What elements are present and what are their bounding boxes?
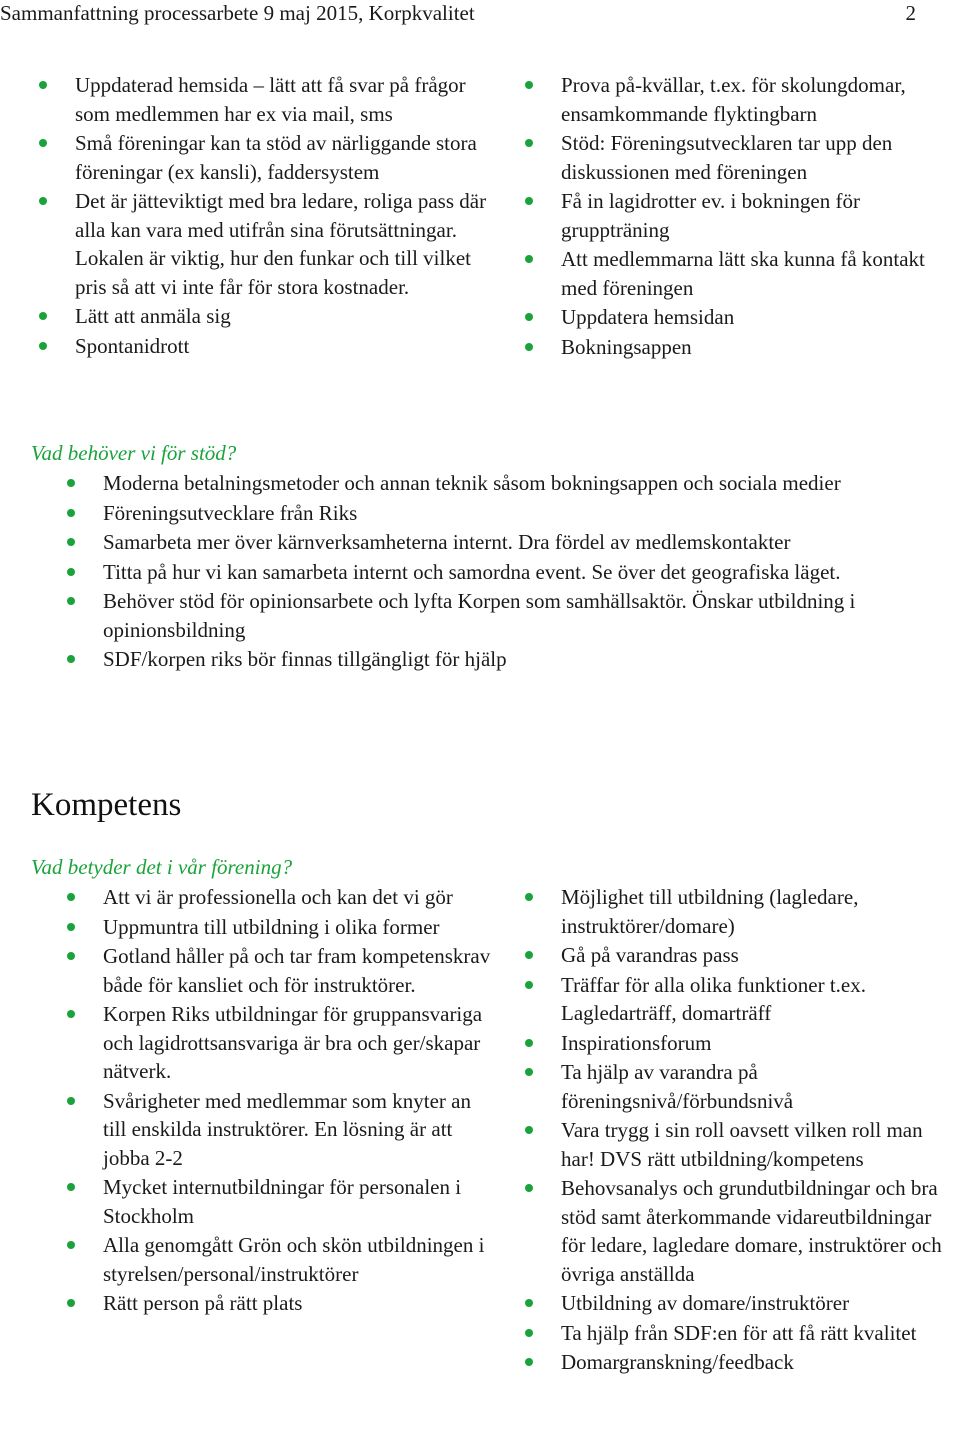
list-item: Små föreningar kan ta stöd av närliggande stora föreningar (ex kansli), faddersystem xyxy=(75,129,495,186)
kompetens-subheading: Vad betyder det i vår förening? xyxy=(31,855,293,879)
page-header xyxy=(0,0,930,28)
list-item: Stöd: Föreningsutvecklaren tar upp den diskussionen med föreningen xyxy=(561,129,960,186)
list-item: Gå på varandras pass xyxy=(561,941,953,970)
list-item: Spontanidrott xyxy=(75,332,495,361)
kompetens-right-list xyxy=(561,883,953,1377)
list-item: Få in lagidrotter ev. i bokningen för gruppträning xyxy=(561,187,960,244)
list-item: Utbildning av domare/instruktörer xyxy=(561,1289,953,1318)
list-item: SDF/korpen riks bör finnas tillgängligt för hjälp xyxy=(103,645,933,674)
list-item: Inspirationsforum xyxy=(561,1029,953,1058)
support-list xyxy=(103,469,933,674)
support-heading: Vad behöver vi för stöd? xyxy=(31,441,237,465)
list-item: Föreningsutvecklare från Riks xyxy=(103,499,933,528)
list-item: Möjlighet till utbildning (lagledare, instruktörer/domare) xyxy=(561,883,953,940)
list-item: Det är jätteviktigt med bra ledare, roliga pass där alla kan vara med utifrån sina förutsättningar. Lokalen är viktig, hur den funkar och till vilket pris så att vi inte får för stora kostnader. xyxy=(75,187,495,301)
list-item: Behöver stöd för opinionsarbete och lyfta Korpen som samhällsaktör. Önskar utbildning i opinionsbildning xyxy=(103,587,933,644)
kompetens-heading: Kompetens xyxy=(31,787,182,823)
list-item: Lätt att anmäla sig xyxy=(75,302,495,331)
list-item: Alla genomgått Grön och skön utbildningen i styrelsen/personal/instruktörer xyxy=(103,1231,495,1288)
list-item: Uppdatera hemsidan xyxy=(561,303,960,332)
list-item: Uppmuntra till utbildning i olika former xyxy=(103,913,495,942)
list-item: Behovsanalys och grundutbildningar och bra stöd samt återkommande vidareutbildningar för ledare, lagledare domare, instruktörer och övriga anställda xyxy=(561,1174,953,1288)
list-item: Domargranskning/feedback xyxy=(561,1348,953,1377)
list-item: Korpen Riks utbildningar för gruppansvariga och lagidrottsansvariga är bra och ger/skapar nätverk. xyxy=(103,1000,495,1086)
list-item: Bokningsappen xyxy=(561,333,960,362)
list-item: Titta på hur vi kan samarbeta internt och samordna event. Se över det geografiska läget. xyxy=(103,558,933,587)
list-item: Att vi är professionella och kan det vi gör xyxy=(103,883,495,912)
support-column xyxy=(103,469,933,675)
list-item: Vara trygg i sin roll oavsett vilken roll man har! DVS rätt utbildning/kompetens xyxy=(561,1116,953,1173)
list-item: Mycket internutbildningar för personalen i Stockholm xyxy=(103,1173,495,1230)
list-item: Ta hjälp av varandra på föreningsnivå/förbundsnivå xyxy=(561,1058,953,1115)
list-item: Moderna betalningsmetoder och annan teknik såsom bokningsappen och sociala medier xyxy=(103,469,933,498)
list-item: Uppdaterad hemsida – lätt att få svar på frågor som medlemmen har ex via mail, sms xyxy=(75,71,495,128)
list-item: Gotland håller på och tar fram kompetenskrav både för kansliet och för instruktörer. xyxy=(103,942,495,999)
page-number: 2 xyxy=(905,1,916,25)
list-item: Träffar för alla olika funktioner t.ex. Lagledarträff, domarträff xyxy=(561,971,953,1028)
document-title: Sammanfattning processarbete 9 maj 2015, Korpkvalitet xyxy=(0,1,475,25)
kompetens-left-list xyxy=(103,883,495,1318)
kompetens-left-column xyxy=(103,883,495,1319)
list-item: Svårigheter med medlemmar som knyter an till enskilda instruktörer. En lösning är att jobba 2-2 xyxy=(103,1087,495,1173)
top-right-column xyxy=(561,71,960,362)
list-item: Ta hjälp från SDF:en för att få rätt kvalitet xyxy=(561,1319,953,1348)
top-left-column xyxy=(75,71,495,361)
list-item: Prova på-kvällar, t.ex. för skolungdomar, ensamkommande flyktingbarn xyxy=(561,71,960,128)
list-item: Att medlemmarna lätt ska kunna få kontakt med föreningen xyxy=(561,245,960,302)
top-left-list xyxy=(75,71,495,360)
kompetens-right-column xyxy=(561,883,953,1378)
top-right-list xyxy=(561,71,960,361)
list-item: Rätt person på rätt plats xyxy=(103,1289,495,1318)
list-item: Samarbeta mer över kärnverksamheterna internt. Dra fördel av medlemskontakter xyxy=(103,528,933,557)
